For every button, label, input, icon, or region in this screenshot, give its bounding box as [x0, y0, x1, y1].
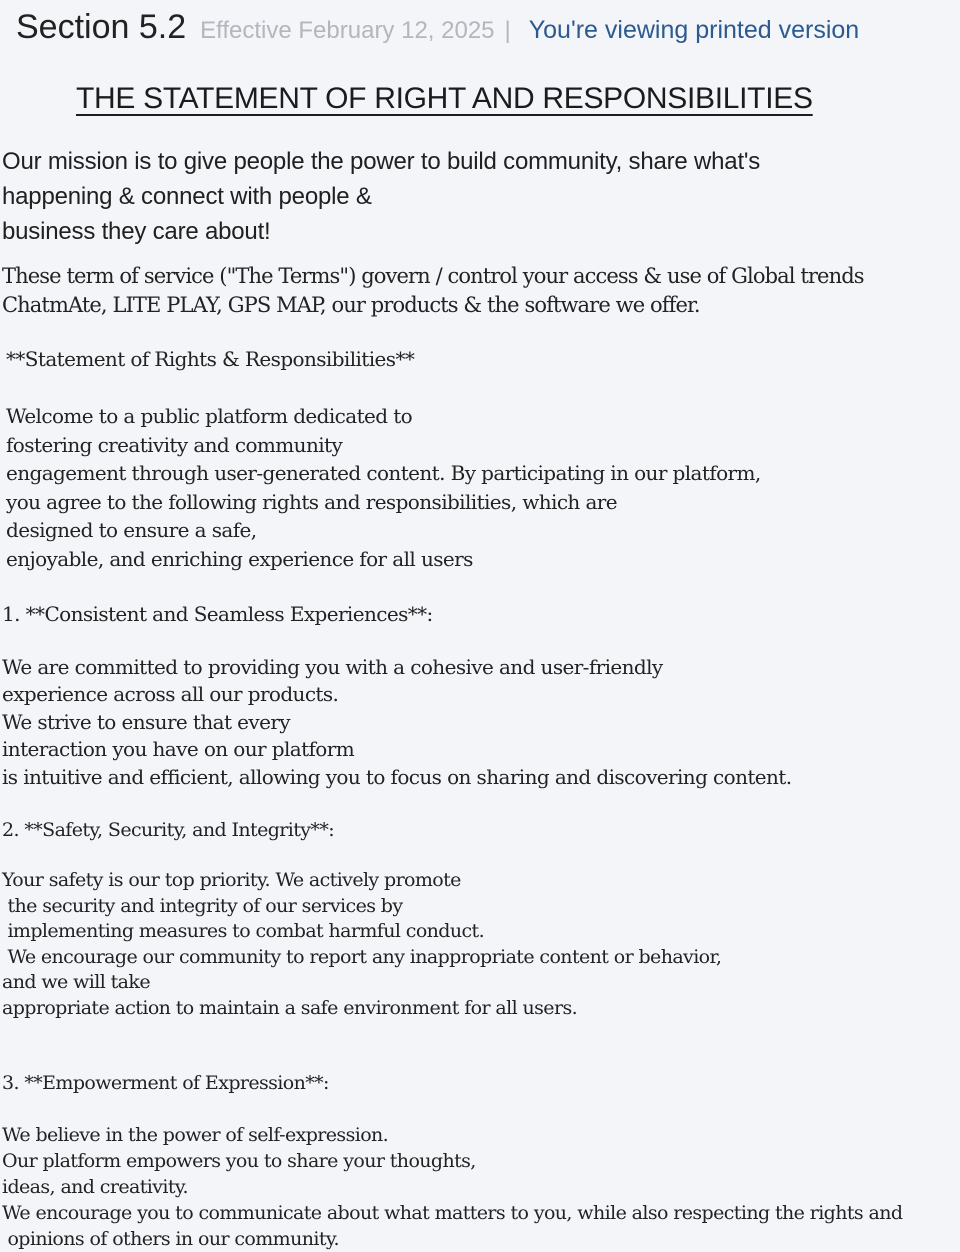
- section-2-line: implementing measures to combat harmful conduct.: [2, 920, 485, 943]
- section-3-line: opinions of others in our community.: [2, 1228, 339, 1250]
- section-heading-1: 1. **Consistent and Seamless Experiences**:: [2, 602, 433, 626]
- section-body-3: [2, 1122, 902, 1252]
- section-3-line: Our platform empowers you to share your thoughts,: [2, 1150, 476, 1172]
- section-1-line: experience across all our products.: [2, 682, 339, 707]
- terms-paragraph: [2, 262, 864, 320]
- section-3-line: ideas, and creativity.: [2, 1176, 188, 1198]
- section-3-line: We believe in the power of self-expression.: [2, 1124, 389, 1146]
- section-1-line: is intuitive and efficient, allowing you to focus on sharing and discovering content.: [2, 764, 792, 789]
- section-1-line: We are committed to providing you with a cohesive and user-friendly: [2, 655, 663, 679]
- section-2-line: Your safety is our top priority. We actively promote: [2, 869, 461, 891]
- welcome-line: enjoyable, and enriching experience for all users: [6, 546, 473, 571]
- terms-line: These term of service ("The Terms") govern / control your access & use of Global trends: [2, 264, 864, 288]
- welcome-line: fostering creativity and community: [6, 432, 343, 457]
- section-heading-3: 3. **Empowerment of Expression**:: [2, 1072, 329, 1094]
- page-header: [16, 8, 946, 52]
- section-body-1: [2, 654, 792, 791]
- printed-version-link[interactable]: You're viewing printed version: [528, 16, 860, 44]
- statement-heading: **Statement of Rights & Responsibilities**: [6, 347, 415, 371]
- mission-line: happening & connect with people &: [2, 183, 372, 210]
- section-heading-2: 2. **Safety, Security, and Integrity**:: [2, 819, 335, 841]
- terms-line: ChatmAte, LITE PLAY, GPS MAP, our products & the software we offer.: [2, 293, 700, 317]
- section-2-line: appropriate action to maintain a safe environment for all users.: [2, 996, 578, 1019]
- effective-date: Effective February 12, 2025: [200, 17, 495, 44]
- welcome-line: designed to ensure a safe,: [6, 518, 257, 543]
- section-3-line: We encourage you to communicate about what matters to you, while also respecting the rights and: [2, 1202, 903, 1224]
- section-1-line: We strive to ensure that every: [2, 709, 290, 734]
- section-2-line: the security and integrity of our services by: [2, 894, 403, 917]
- welcome-paragraph: [6, 402, 761, 574]
- welcome-line: Welcome to a public platform dedicated to: [6, 404, 413, 428]
- document-title: THE STATEMENT OF RIGHT AND RESPONSIBILITIES: [76, 82, 813, 115]
- header-separator: |: [504, 17, 511, 44]
- section-2-line: We encourage our community to report any inappropriate content or behavior,: [2, 945, 722, 968]
- section-1-line: interaction you have on our platform: [2, 737, 355, 762]
- section-number: Section 5.2: [16, 8, 187, 46]
- welcome-line: you agree to the following rights and responsibilities, which are: [6, 489, 617, 514]
- welcome-line: engagement through user-generated content. By participating in our platform,: [6, 461, 761, 486]
- mission-statement: [2, 144, 942, 249]
- mission-line: Our mission is to give people the power to build community, share what's: [2, 148, 761, 175]
- mission-line: business they care about!: [2, 218, 271, 245]
- section-body-2: [2, 868, 721, 1022]
- section-2-line: and we will take: [2, 971, 150, 994]
